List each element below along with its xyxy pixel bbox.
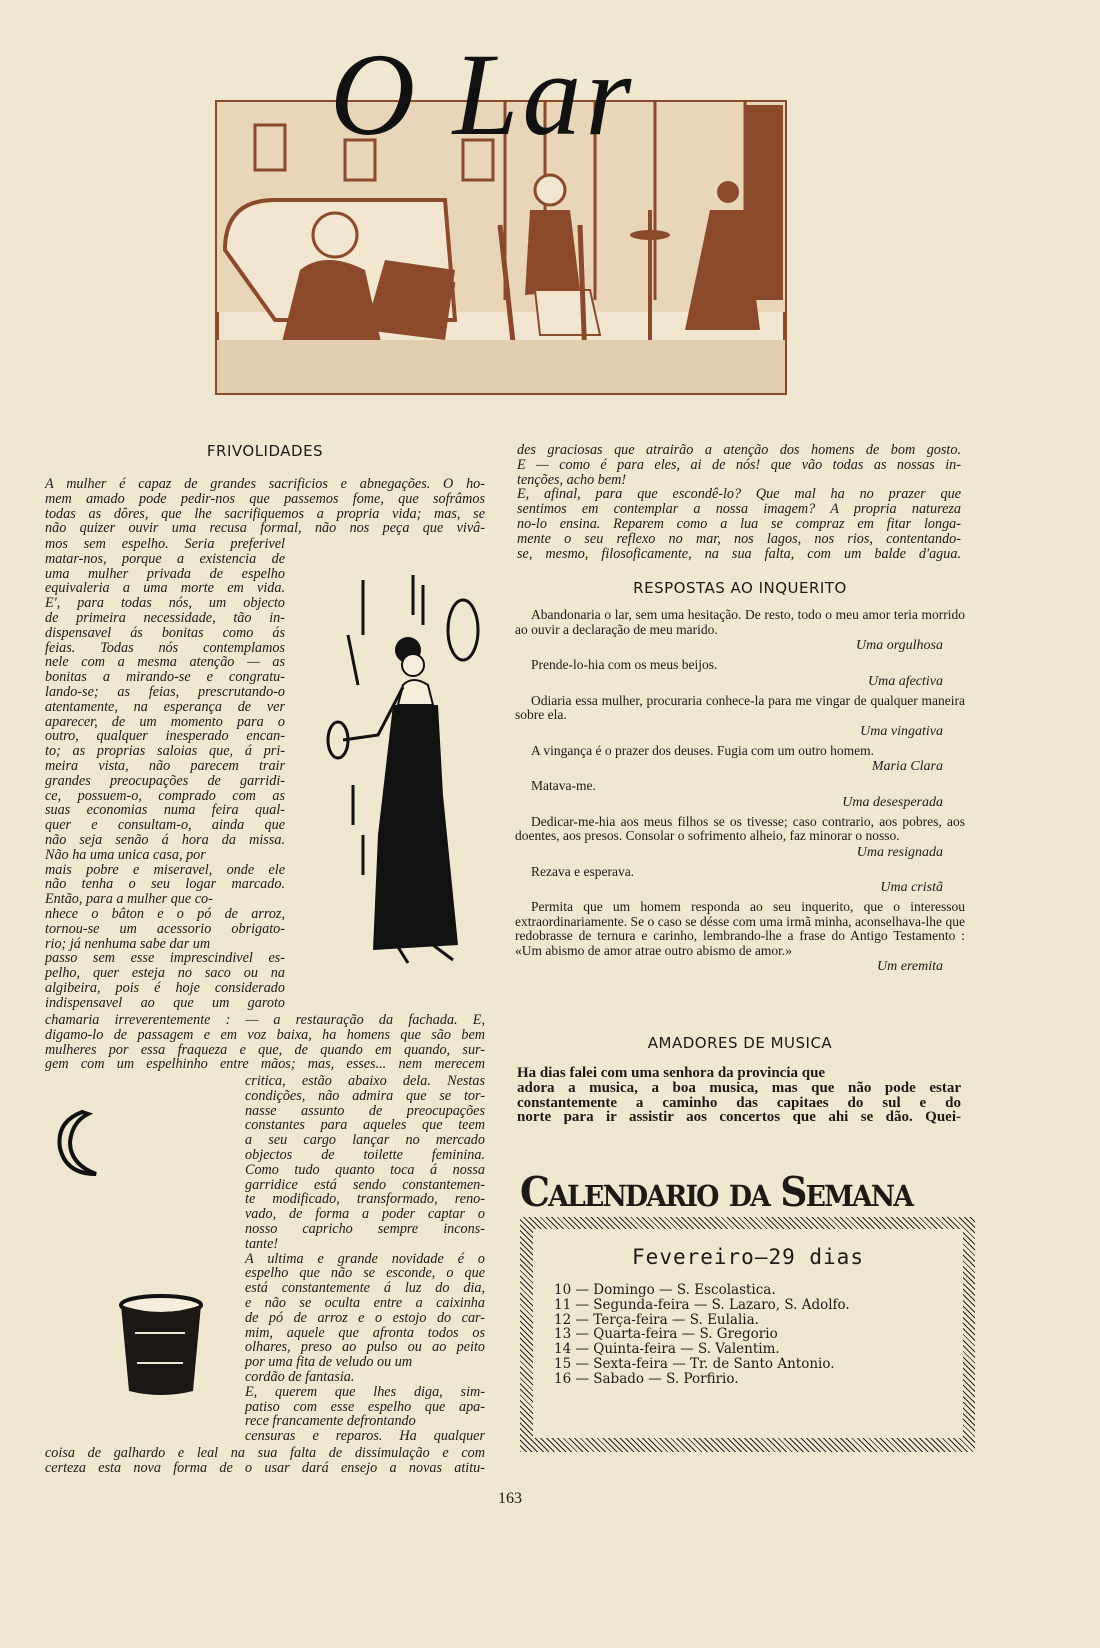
text-line: olhares, preso ao pulso ou ao peito	[245, 1339, 485, 1356]
text-line: patiso com esse espelho que apa-	[245, 1398, 485, 1415]
text-line: aparecer, de um momento para o	[45, 713, 285, 730]
text-line: se, mesmo, filosoficamente, na sua falta, com um balde d'agua.	[517, 545, 961, 562]
response-text: Dedicar-me-hia aos meus filhos se os tivesse; caso contrario, aos pobres, aos doentes, aos presos. Consolar o sofrimento alheio, faz minorar o nosso.	[515, 813, 965, 843]
text-line: tornou-se um acessorio obrigato-	[45, 920, 285, 937]
text-line: Não ha uma unica casa, por	[45, 846, 206, 863]
text-line: bonitas a mirando-se e congratu-	[45, 669, 285, 686]
article-text-block	[245, 1074, 485, 1444]
text-line: constantes para aqueles que teem	[245, 1117, 485, 1134]
text-line: E, querem que lhes diga, sim-	[245, 1383, 485, 1400]
text-line: mais pobre e miseravel, onde ele	[45, 861, 285, 878]
text-line: sentimos em contemplar a nossa imagem? A propria natureza	[517, 501, 961, 518]
text-line: mulheres por essa fraqueza e que, de quando em quando, sur-	[45, 1041, 485, 1058]
calendar-day: 13 — Quarta-feira — S. Gregorio	[554, 1326, 778, 1343]
text-line: de pó de arroz e o estojo do car-	[245, 1309, 485, 1326]
text-line: critica, estão abaixo dela. Nestas	[245, 1073, 485, 1089]
crescent-moon-icon	[52, 1108, 102, 1180]
text-line: não tenha o seu logar marcado.	[45, 876, 285, 893]
text-line: suas economias numa feira qual-	[45, 802, 285, 819]
response-signature: Uma desesperada	[842, 794, 943, 810]
calendar-month: Fevereiro—29 dias	[632, 1245, 864, 1269]
text-line: adora a musica, a boa musica, mas que não pode estar	[517, 1079, 961, 1096]
text-line: dispensavel ás bonitas como ás	[45, 624, 285, 641]
text-line: cordão de fantasia.	[245, 1368, 355, 1385]
response-item	[515, 815, 965, 862]
calendar-frame	[520, 1217, 975, 1452]
response-signature: Uma afectiva	[867, 673, 943, 689]
text-line: nele com a mesma atenção — as	[45, 654, 285, 671]
text-line: digamo-lo de passagem e em voz baixa, ha homens que são bem	[45, 1026, 485, 1043]
text-line: te modificado, transformado, reno-	[245, 1191, 485, 1208]
text-line: quer e consultam-o, ainda que	[45, 817, 285, 834]
text-line: passo sem esse imprescindivel es-	[45, 950, 285, 967]
section-title-logo: O Lar	[330, 29, 636, 160]
text-line: nosso capricho sempre incons-	[245, 1220, 485, 1237]
text-line: condições, não admira que se tor-	[245, 1087, 485, 1104]
text-line: garridice está sendo constantemen-	[245, 1176, 485, 1193]
response-item	[515, 865, 965, 898]
response-item	[515, 744, 965, 777]
calendar-day: 10 — Domingo — S. Escolastica.	[554, 1282, 776, 1298]
text-line: está constantemente á luz do dia,	[245, 1280, 485, 1297]
text-line: rio; já nenhuma sabe dar um	[45, 935, 211, 952]
text-line: feias. Todas nós contemplamos	[45, 639, 285, 656]
text-line: mem amado pode pedir-nos que passemos fome, que sofrâmos	[45, 490, 485, 507]
calendar-day: 16 — Sabado — S. Porfirio.	[554, 1370, 739, 1387]
text-line: espelho que não se esconde, o que	[245, 1265, 485, 1282]
text-line: ce, possuem-o, comprado com as	[45, 787, 285, 804]
text-line: mente o seu reflexo no mar, nos lagos, nos rios, contentando-	[517, 530, 961, 547]
text-line: E, afinal, para que escondê-lo? Que mal ha no prazer que	[517, 486, 961, 503]
response-text: Abandonaria o lar, sem uma hesitação. De resto, todo o meu amor teria morrido ao ouvir a declaração de meu marido.	[515, 607, 965, 637]
text-line: indispensavel ao que um garoto	[45, 994, 285, 1011]
text-line: coisa de galhardo e leal na sua falta de dissimulação e com	[45, 1445, 485, 1461]
text-line: tenções, acho bem!	[517, 471, 627, 488]
text-line: algibeira, pois é hoje considerado	[45, 979, 285, 996]
text-line: mim, aquele que afronta todos os	[245, 1324, 485, 1341]
response-signature: Uma vingativa	[860, 723, 943, 739]
text-line: nhece o bâton e o pó de arroz,	[45, 905, 285, 922]
respostas-heading: RESPOSTAS AO INQUERITO	[633, 579, 847, 597]
text-line: e não se oculta entre a caixinha	[245, 1294, 485, 1311]
response-signature: Maria Clara	[871, 759, 943, 774]
text-line: de primeira necessidade, tão in-	[45, 609, 285, 626]
text-line: constantemente a caminho das capitaes do sul e do	[517, 1094, 961, 1111]
text-line: outro, qualquer inesperado encan-	[45, 728, 285, 745]
frivolidades-heading: FRIVOLIDADES	[206, 442, 324, 460]
text-line: des graciosas que atrairão a atenção dos homens de bom gosto.	[517, 442, 961, 458]
text-line: E — como é para eles, ai de nós! que vão todas as nossas in-	[517, 456, 961, 473]
response-text: A vingança é o prazer dos deuses. Fugia com um outro homem.	[531, 742, 875, 758]
article-text-block	[45, 1013, 485, 1072]
text-line: E', para todas nós, um objecto	[45, 595, 285, 612]
response-text: Matava-me.	[531, 778, 596, 793]
text-line: norte para ir assistir aos concertos que ahi se dão. Quei-	[517, 1109, 961, 1126]
woman-with-mirror-illustration	[318, 575, 483, 965]
text-line: pelho, quer esteja no saco ou na	[45, 965, 285, 982]
text-line: Ha dias falei com uma senhora da provincia que	[517, 1065, 826, 1081]
text-line: Como tudo quanto toca á nossa	[245, 1161, 485, 1178]
text-line: certeza esta nova forma de o usar dará ensejo a novas atitu-	[45, 1459, 485, 1476]
article-text-block	[45, 537, 285, 1011]
response-text: Prende-lo-hia com os meus beijos.	[531, 657, 718, 672]
response-item	[515, 779, 965, 812]
calendar-title: Calendario da Semana	[520, 1168, 913, 1216]
text-line: no-lo ensina. Reparem como a lua se compraz em fitar longa-	[517, 515, 961, 532]
response-signature: Uma orgulhosa	[856, 638, 943, 653]
text-line: não seja senão á hora da missa.	[45, 831, 285, 848]
response-item	[515, 658, 965, 691]
text-line: A ultima e grande novidade é o	[245, 1250, 485, 1267]
response-signature: Uma resignada	[856, 844, 943, 860]
text-line: vado, de forma a poder captar o	[245, 1206, 485, 1223]
text-line: A mulher é capaz de grandes sacrificios e abnegações. O ho-	[45, 476, 485, 492]
text-line: não quizer ouvir uma recusa formal, não nos peça que vivâ-	[45, 520, 485, 537]
response-signature: Um eremita	[877, 959, 943, 974]
amadores-text	[517, 1066, 961, 1125]
amadores-heading: AMADORES DE MUSICA	[647, 1034, 833, 1052]
text-line: chamaria irreverentemente : — a restauração da fachada. E,	[45, 1012, 485, 1028]
text-line: Então, para a mulher que co-	[45, 891, 213, 908]
response-item	[515, 608, 965, 655]
calendar-day: 11 — Segunda-feira — S. Lazaro, S. Adolfo.	[554, 1296, 850, 1313]
text-line: todas as dôres, que lhe sacrifiquemos a propria vida; mas, se	[45, 505, 485, 522]
article-text-block	[45, 477, 485, 536]
page-number: 163	[498, 1490, 522, 1507]
response-item	[515, 694, 965, 741]
text-line: equivaleria a uma morte em vida.	[45, 580, 285, 597]
article-text-block	[517, 443, 961, 561]
text-line: censuras e reparos. Ha qualquer	[245, 1428, 485, 1445]
calendar-day: 15 — Sexta-feira — Tr. de Santo Antonio.	[554, 1355, 835, 1372]
response-signature: Uma cristã	[880, 880, 943, 895]
text-line: to; as proprias saloias que, á pri-	[45, 743, 285, 760]
response-text: Odiaria essa mulher, procuraria conhece-la para me vingar de qualquer maneira sobre ela.	[515, 692, 965, 722]
response-text: Rezava e esperava.	[531, 863, 635, 879]
text-line: matar-nos, porque a existencia de	[45, 550, 285, 567]
text-line: uma mulher privada de espelho	[45, 565, 285, 582]
text-line: grandes preocupações de garridi-	[45, 772, 285, 789]
text-line: tante!	[245, 1235, 279, 1252]
text-line: meira vista, não parecem trair	[45, 757, 285, 774]
respostas-list	[515, 608, 965, 979]
text-line: nasse assunto de preocupações	[245, 1102, 485, 1119]
text-line: objectos de toilette feminina.	[245, 1146, 485, 1163]
calendar-days	[554, 1283, 963, 1387]
calendar-day: 12 — Terça-feira — S. Eulalia.	[554, 1311, 759, 1328]
text-line: atentamente, na esperança de ver	[45, 698, 285, 715]
text-line: gem com um espelhinho entre mãos; mas, esses... nem merecem	[45, 1056, 485, 1073]
water-bucket-icon	[115, 1293, 207, 1398]
text-line: por uma fita de veludo ou um	[245, 1354, 413, 1371]
calendar-day: 14 — Quinta-feira — S. Valentim.	[554, 1341, 780, 1358]
response-text: Permita que um homem responda ao seu inquerito, que o interessou extraordinariamente. Se o caso se désse com uma irmã minha, aconselhava-lhe que redobrasse de ternura e carinho, lembrando-lhe a frase do Antigo Testamento : «Um abismo de amor atrae outro abismo de amor.»	[515, 899, 965, 958]
response-item	[515, 900, 965, 976]
text-line: a seu cargo lançar no mercado	[245, 1132, 485, 1149]
text-line: rece francamente defrontando	[245, 1413, 416, 1430]
text-line: mos sem espelho. Seria preferivel	[45, 536, 285, 552]
text-line: lando-se; as feias, prescrutando-o	[45, 683, 285, 700]
article-text-block	[45, 1446, 485, 1476]
